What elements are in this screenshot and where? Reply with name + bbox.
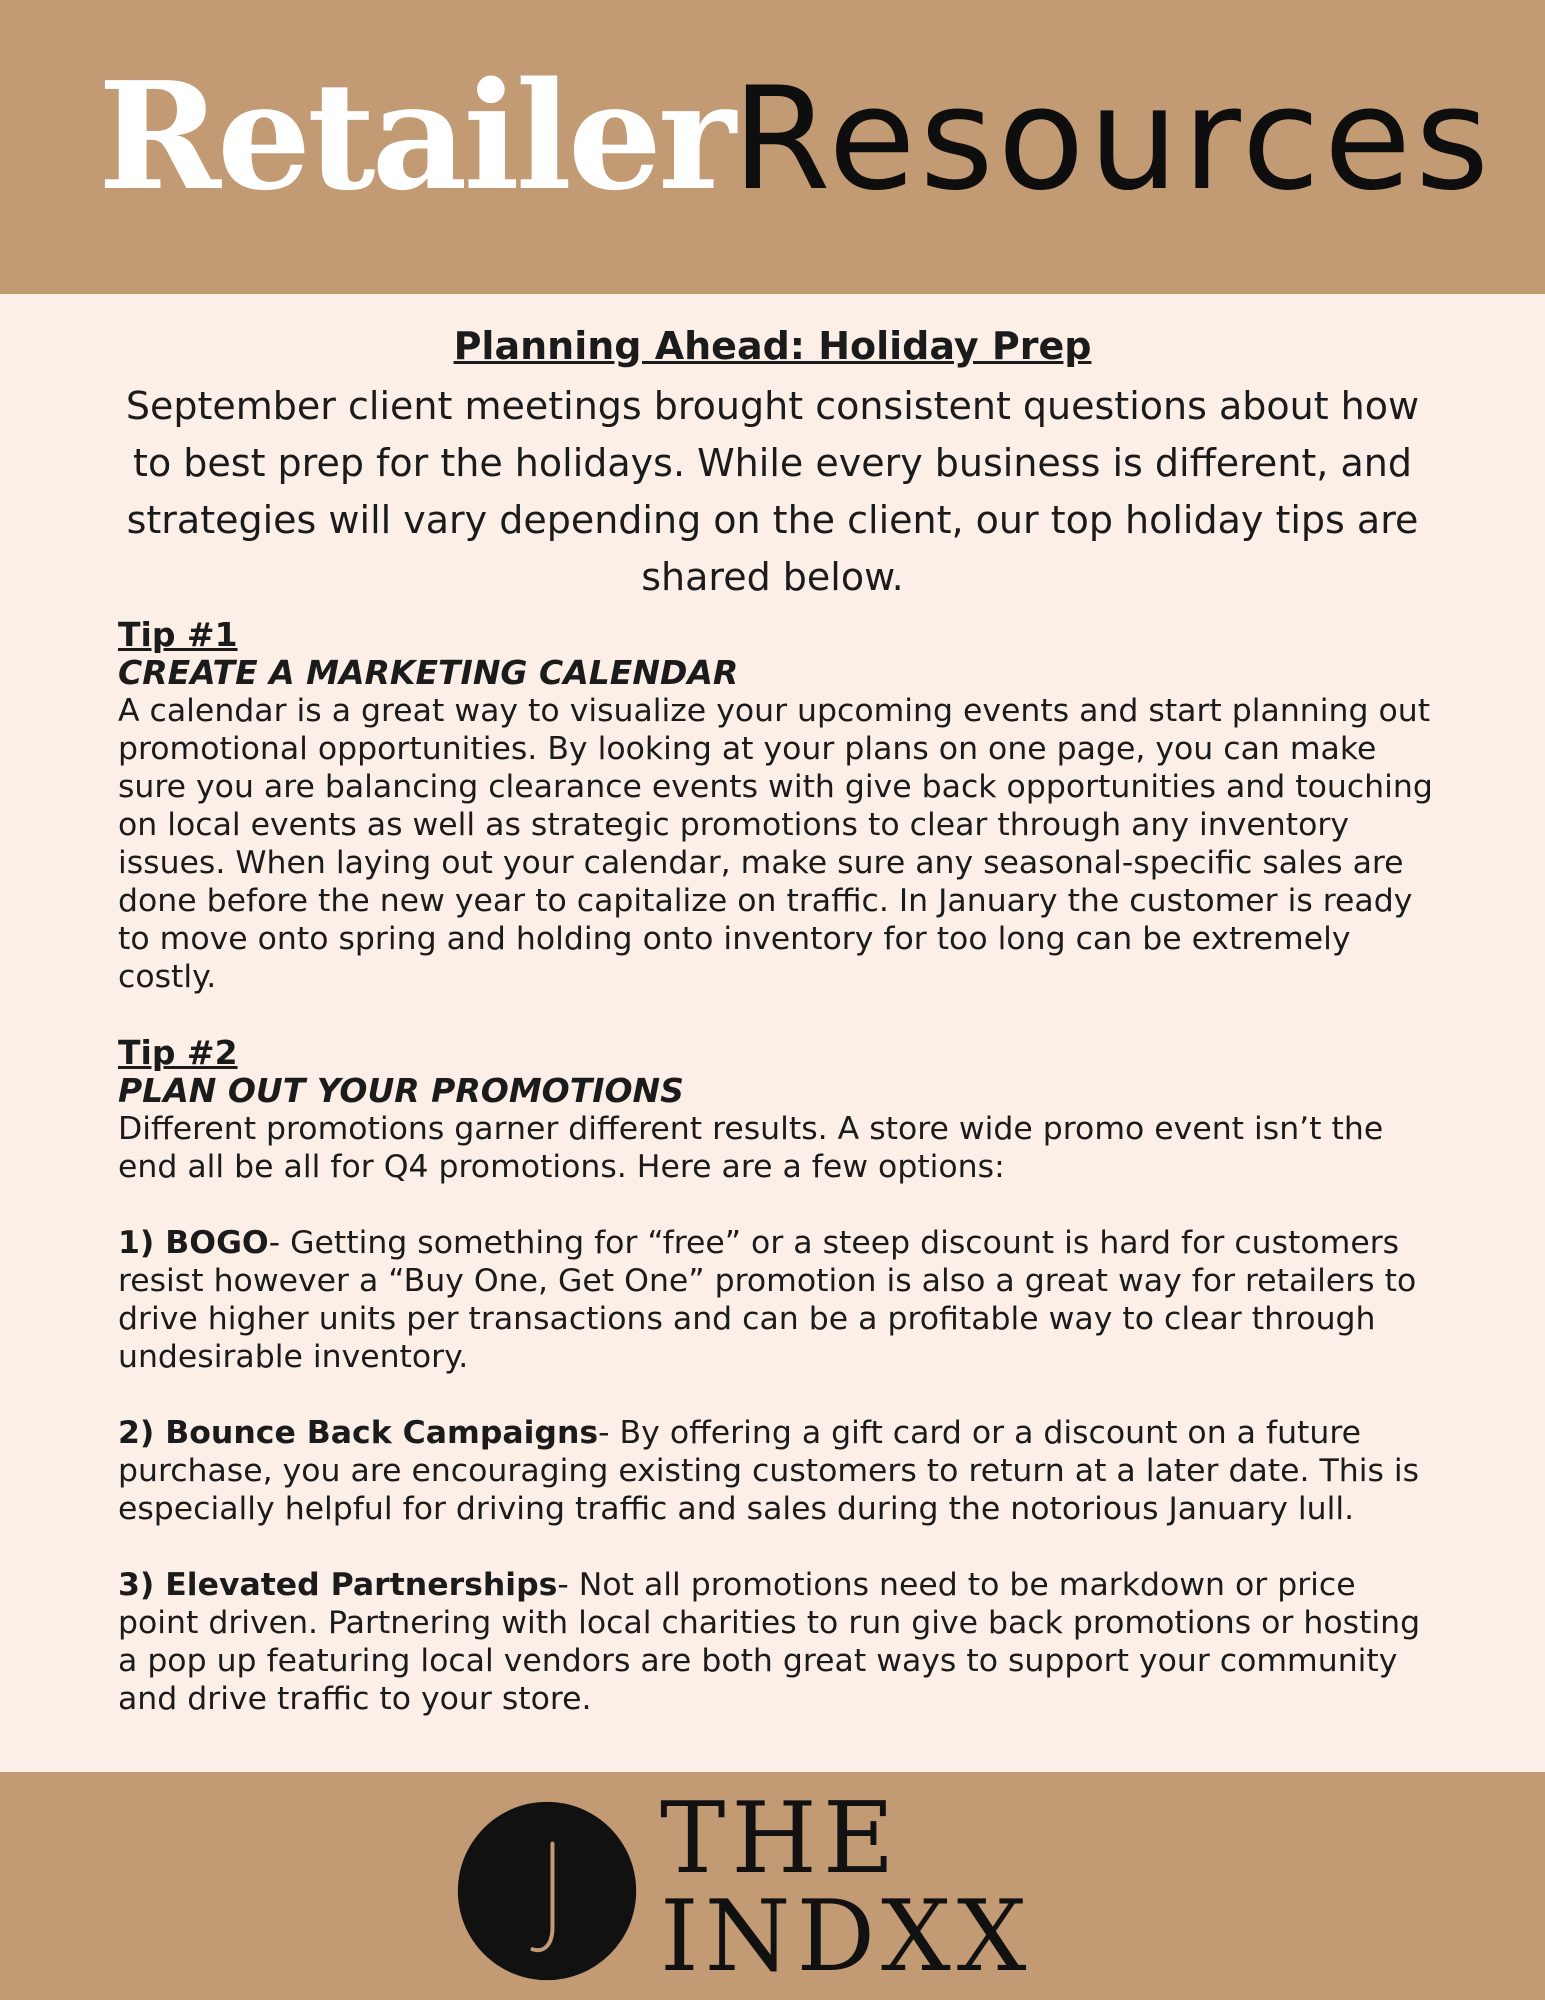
option-label: 1) BOGO xyxy=(118,1225,269,1261)
tip-number: Tip #2 xyxy=(118,1033,238,1072)
logo-retailer-text: Retailer xyxy=(98,49,732,223)
brand-line-indxx: INDXX xyxy=(660,1880,1033,1994)
intro-paragraph: September client meetings brought consistent questions about how to best prep for the holidays. While every business is different, and strategies will vary depending on the client, our top holiday tips are shared below. xyxy=(125,384,1420,599)
logo-resources-text: Resources xyxy=(732,57,1494,222)
option-text: - Getting something for “free” or a steep discount is hard for customers resist however a “Buy One, Get One” promotion is also a great way for retailers to drive higher units per transactions and can be a profitable way to clear through undesirable inventory. xyxy=(118,1225,1417,1375)
tip-number: Tip #1 xyxy=(118,615,238,654)
circle-j-monogram-icon xyxy=(456,1800,638,1982)
option-text: - By offering a gift card or a discount on a future purchase, you are encouraging existing customers to return at a later date. This is especially helpful for driving traffic and sales during the notorious January lull. xyxy=(118,1415,1420,1527)
promo-option-partnerships xyxy=(118,1566,1433,1718)
article-content xyxy=(0,294,1545,1772)
tip-body: A calendar is a great way to visualize your upcoming events and start planning out promotional opportunities. By looking at your plans on one page, you can make sure you are balancing clearance events with give back opportunities and touching on local events as well as strategic promotions to clear through any inventory issues. When laying out your calendar, make sure any seasonal-specific sales are done before the new year to capitalize on traffic. In January the customer is ready to move onto spring and holding onto inventory for too long can be extremely costly. xyxy=(118,693,1433,995)
option-label: 3) Elevated Partnerships xyxy=(118,1567,558,1603)
brand-line-the: THE xyxy=(660,1782,901,1896)
footer-banner xyxy=(0,1772,1545,2000)
tip-2 xyxy=(118,1034,1433,1718)
tip-body: Different promotions garner different results. A store wide promo event isn’t the end all be all for Q4 promotions. Here are a few options: xyxy=(118,1111,1384,1185)
promo-option-bogo xyxy=(118,1224,1433,1376)
option-label: 2) Bounce Back Campaigns xyxy=(118,1415,599,1451)
tip-1 xyxy=(118,616,1433,996)
brand-wordmark xyxy=(660,1782,1033,1994)
header-logo xyxy=(98,49,1494,223)
tip-heading: PLAN OUT YOUR PROMOTIONS xyxy=(118,1071,684,1110)
promo-option-bounce-back xyxy=(118,1414,1433,1528)
header-banner xyxy=(0,0,1545,294)
tip-heading: CREATE A MARKETING CALENDAR xyxy=(118,653,739,692)
page-title: Planning Ahead: Holiday Prep xyxy=(453,324,1092,368)
option-text: - Not all promotions need to be markdown or price point driven. Partnering with local charities to run give back promotions or hosting a pop up featuring local vendors are both great ways to support your community and drive traffic to your store. xyxy=(118,1567,1421,1717)
tips-list xyxy=(118,616,1433,1756)
